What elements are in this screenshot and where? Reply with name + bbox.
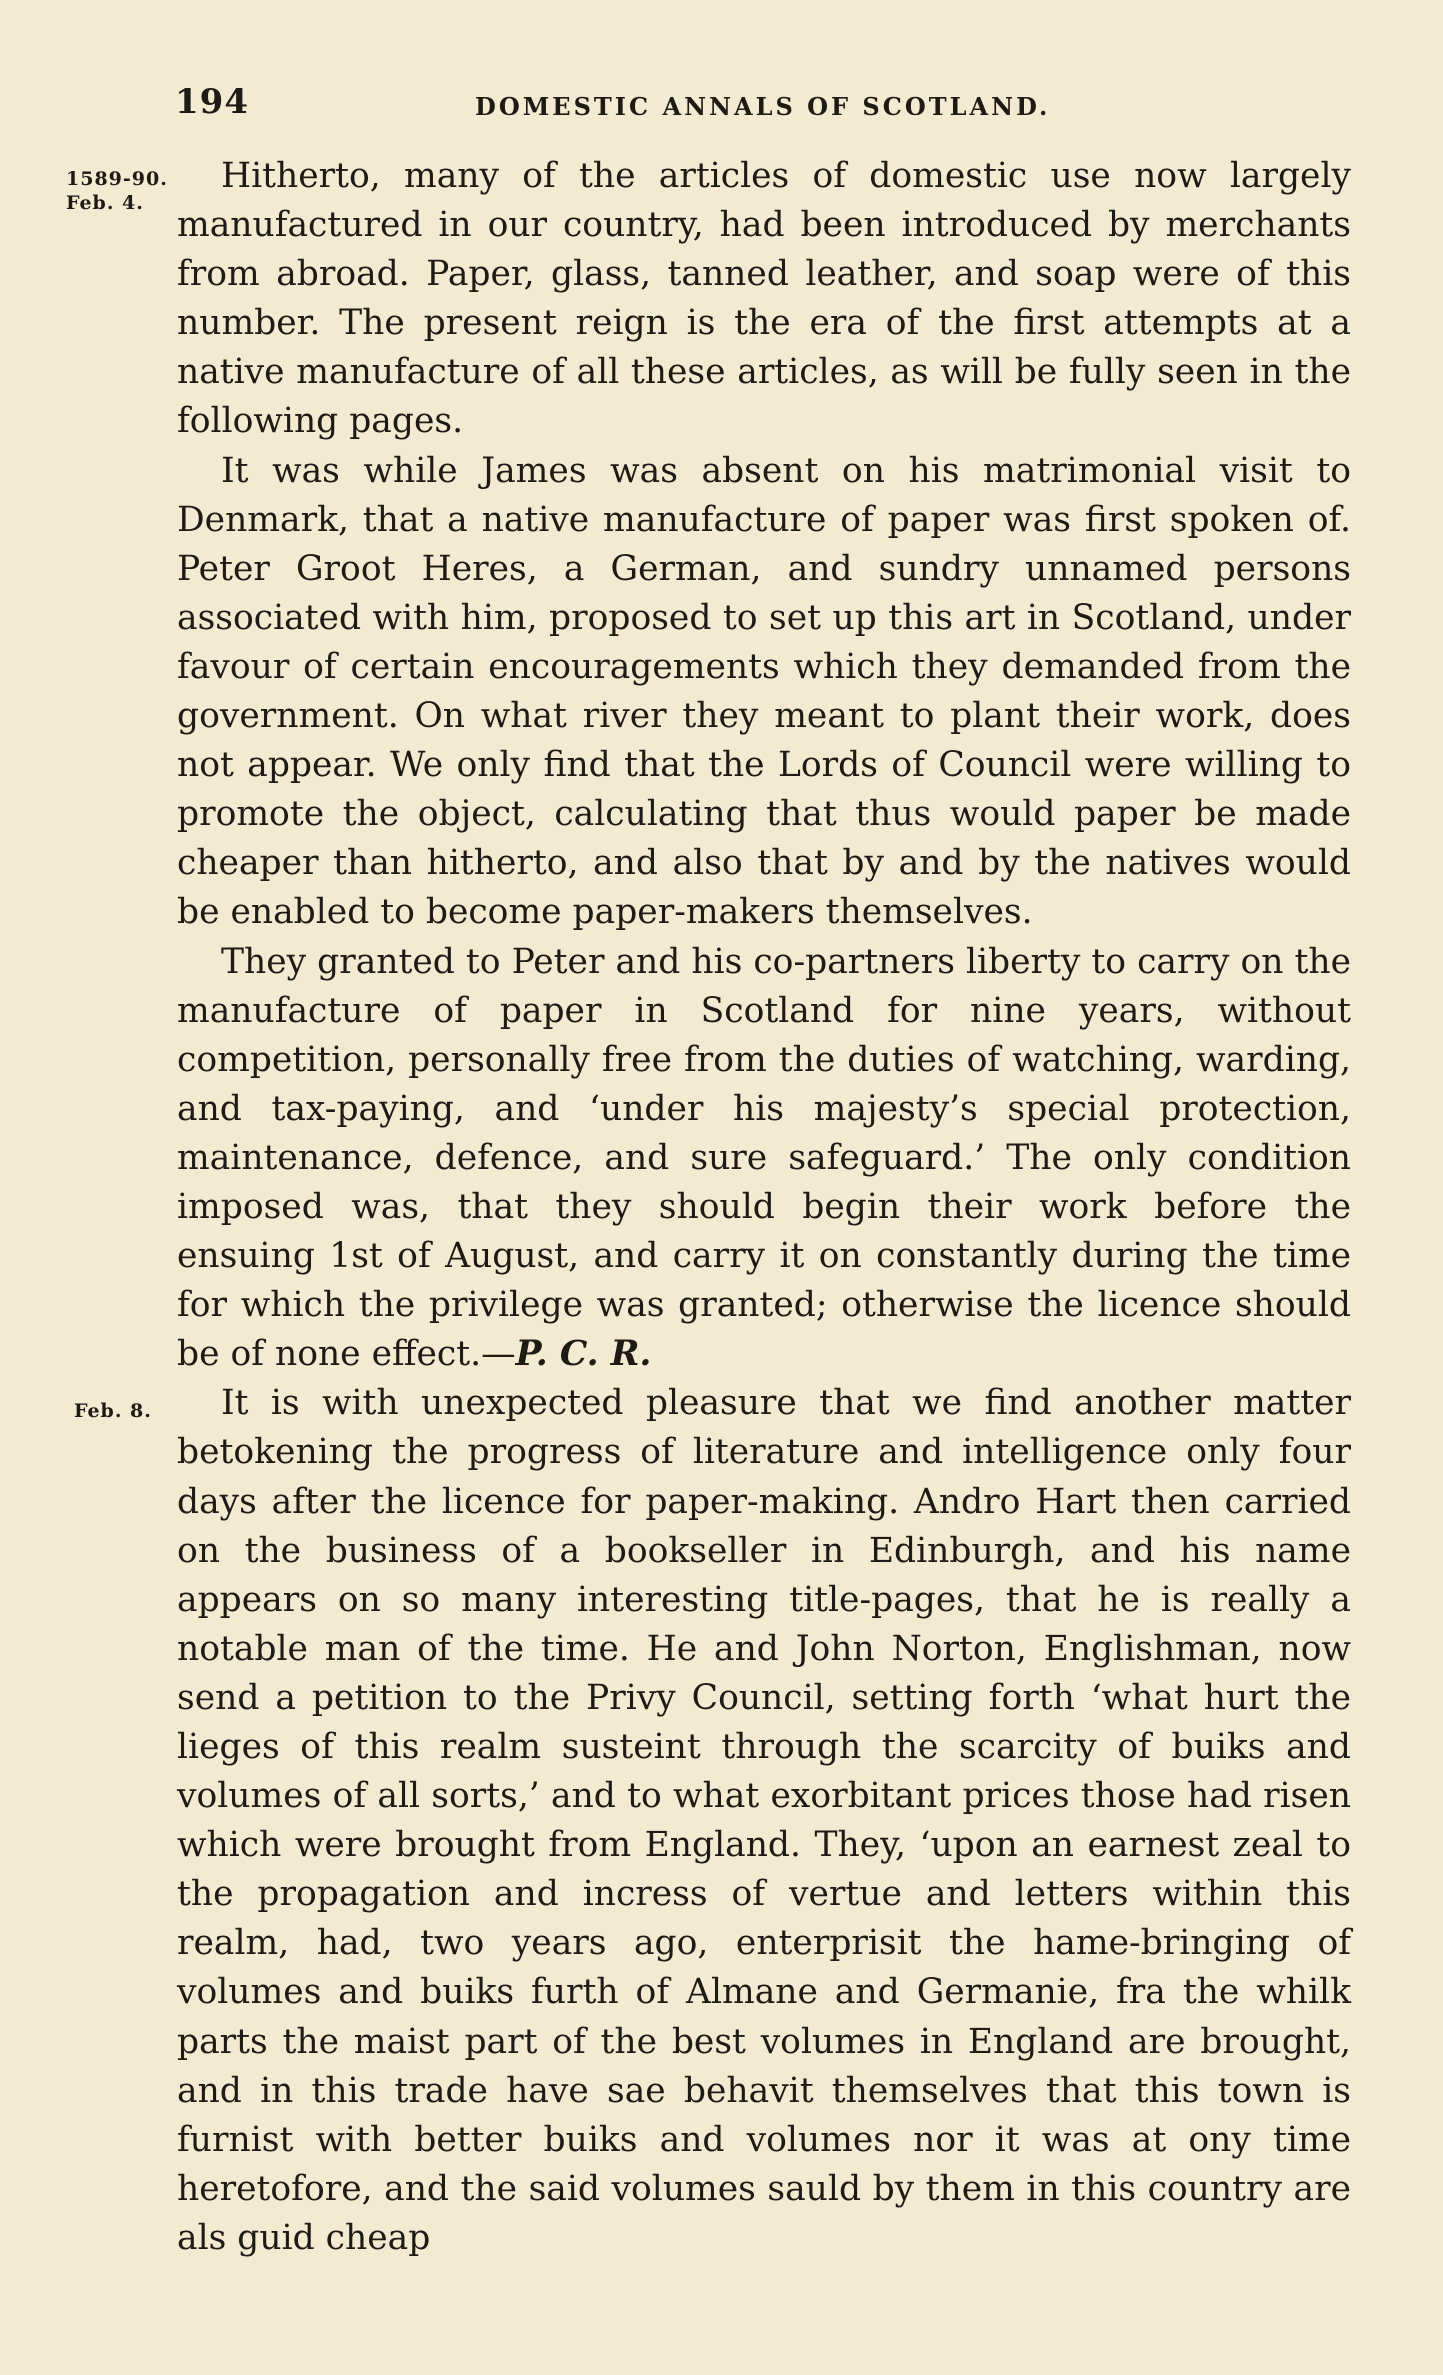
paragraph-2-text: It was while James was absent on his matrimonial visit to Denmark, that a native manufacture of paper was first spoken of. Peter Groot Heres, a German, and sundry unnamed persons associated with him, proposed to set up this art in Scotland, under favour of certain encouragements which they demanded from the government. On what river they meant to plant their work, does not appear. We only find that the Lords of Council were willing to promote the object, calculating that thus would paper be made cheaper than hitherto, and also that by and by the natives would be enabled to become paper-makers themselves. [177,450,1351,933]
paragraph-4 [177,1379,1351,2263]
paragraph-3-text: They granted to Peter and his co-partners liberty to carry on the manufacture of paper in Scotland for nine years, without competition, personally free from the duties of watching, warding, and tax-paying, and ‘under his majesty’s special protection, maintenance, defence, and sure safeguard.’ The only condition imposed was, that they should begin their work before the ensuing 1st of August, and carry it on constantly during the time for which the privilege was granted; otherwise the licence should be of none effect.— [177,941,1351,1375]
paragraph-2 [177,447,1351,938]
running-title: DOMESTIC ANNALS OF SCOTLAND. [475,92,1051,121]
paragraph-1-text: Hitherto, many of the articles of domestic use now largely manufactured in our country, had been introduced by merchants from abroad. Paper, glass, tanned leather, and soap were of this number. The present reign is the era of the first attempts at a native manufacture of all these articles, as will be fully seen in the following pages. [177,156,1351,442]
body-text [177,152,1351,2263]
margin-note-year: 1589-90. [66,168,168,190]
margin-note-date-feb-8: Feb. 8. [74,1400,152,1422]
paragraph-4-text: It is with unexpected pleasure that we find another matter betokening the progress of literature and intelligence only four days after the licence for paper-making. Andro Hart then carried on the business of a bookseller in Edinburgh, and his name appears on so many interesting title-pages, that he is really a notable man of the time. He and John Norton, Englishman, now send a petition to the Privy Council, setting forth ‘what hurt the lieges of this realm susteint through the scarcity of buiks and volumes of all sorts,’ and to what exorbitant prices those had risen which were brought from England. They, ‘upon an earnest zeal to the propagation and incress of vertue and letters within this realm, had, two years ago, enterprisit the hame-bringing of volumes and buiks furth of Almane and Germanie, fra the whilk parts the maist part of the best volumes in England are brought, and in this trade have sae behavit themselves that this town is furnist with better buiks and volumes nor it was at ony time heretofore, and the said volumes sauld by them in this country are als guid cheap [177,1383,1351,2258]
margin-note-date-feb-4: Feb. 4. [66,192,144,214]
paragraph-3 [177,938,1351,1380]
page-header [175,82,1355,132]
source-reference: P. C. R. [515,1334,652,1375]
page-number: 194 [175,82,249,122]
paragraph-1 [177,152,1351,447]
